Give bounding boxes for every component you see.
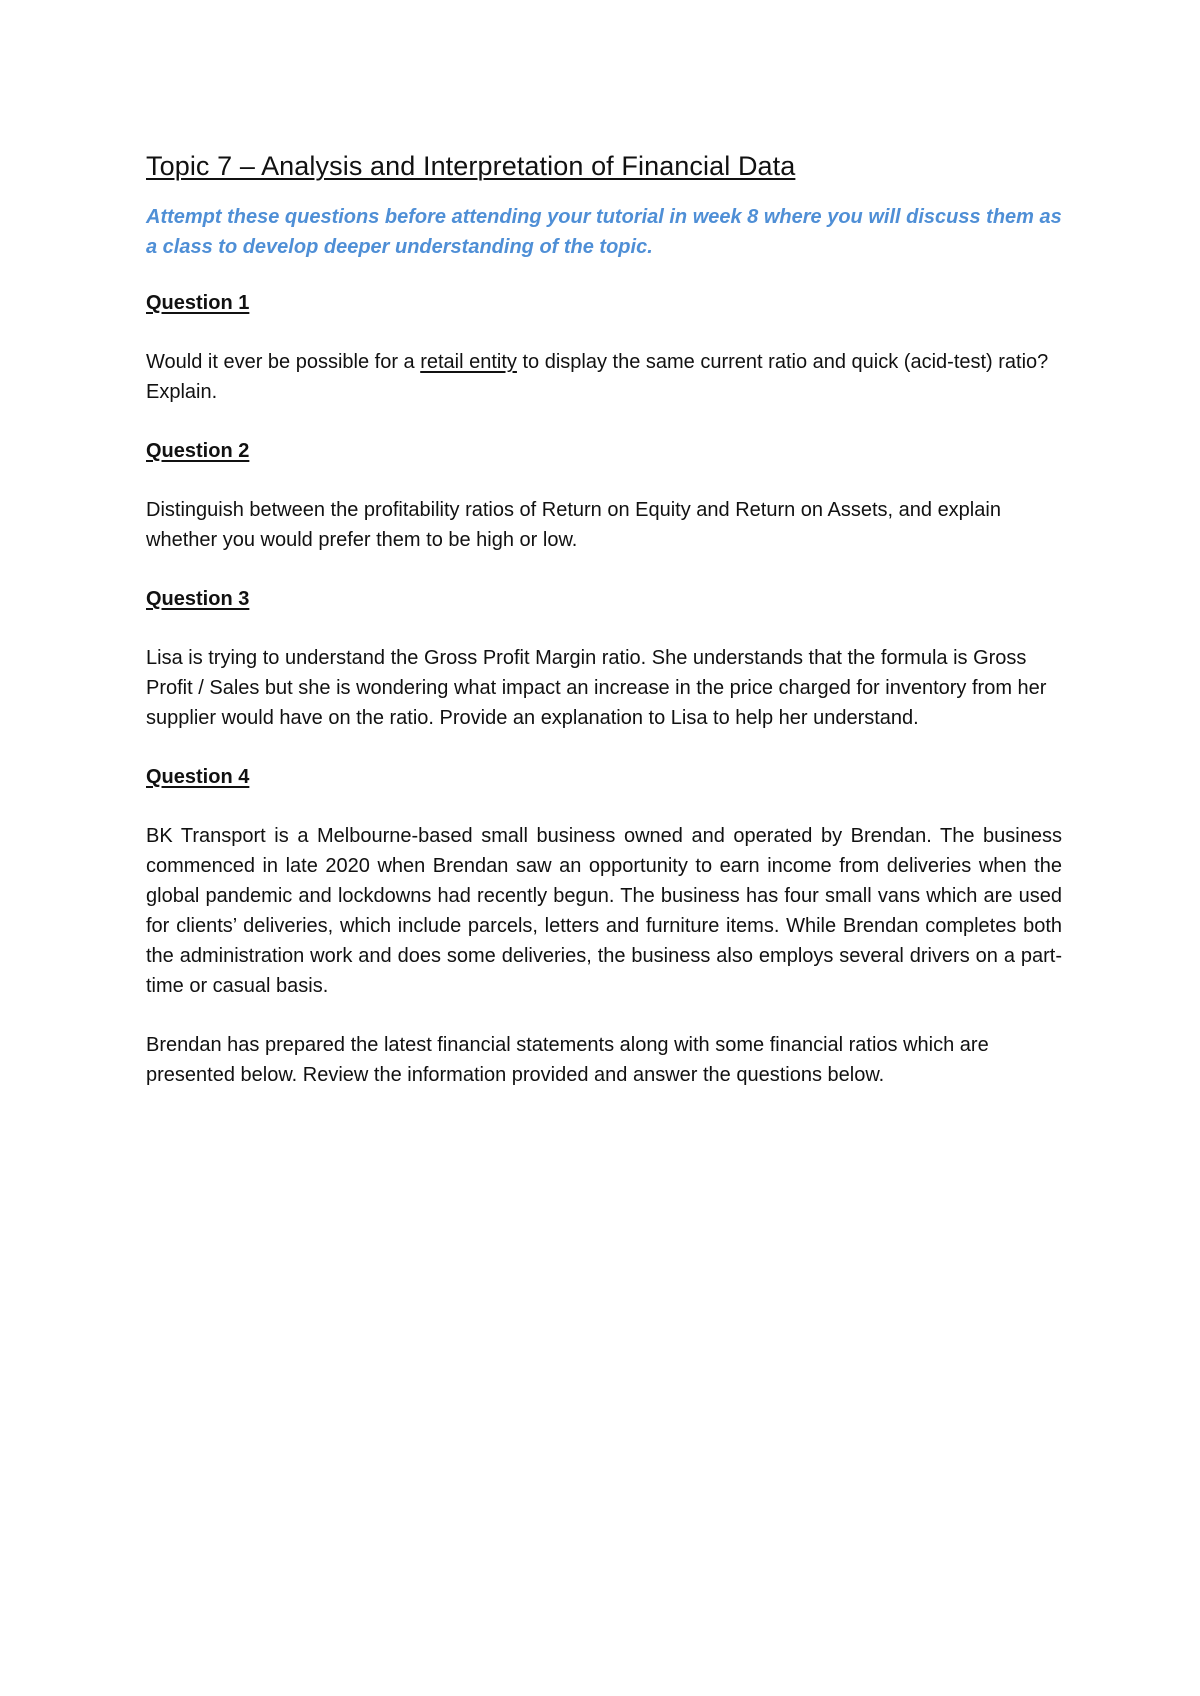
question-1-text <box>146 347 1062 407</box>
document-page <box>146 148 1062 1090</box>
question-2-heading: Question 2 <box>146 440 250 462</box>
question-1-text-after: to display the same current ratio and quick (acid-test) ratio? Explain. <box>146 351 1049 403</box>
intro-instructions: Attempt these questions before attending your tutorial in week 8 where you will discuss them as a class to develop deeper understanding of the topic. <box>146 206 1062 258</box>
question-1-heading: Question 1 <box>146 292 250 314</box>
question-3-text: Lisa is trying to understand the Gross Profit Margin ratio. She understands that the formula is Gross Profit / Sales but she is wondering what impact an increase in the price charged for inventory from her supplier would have on the ratio. Provide an explanation to Lisa to help her understand. <box>146 647 1047 729</box>
question-3-heading: Question 3 <box>146 588 250 610</box>
question-4-paragraph-2: Brendan has prepared the latest financial statements along with some financial ratios which are presented below. Review the information provided and answer the questions below. <box>146 1034 989 1086</box>
question-4-paragraph-1: BK Transport is a Melbourne-based small business owned and operated by Brendan. The business commenced in late 2020 when Brendan saw an opportunity to earn income from deliveries when the global pandemic and lockdowns had recently begun. The business has four small vans which are used for clients’ deliveries, which include parcels, letters and furniture items. While Brendan completes both the administration work and does some deliveries, the business also employs several drivers on a part-time or casual basis. <box>146 825 1062 997</box>
question-4-heading: Question 4 <box>146 766 250 788</box>
question-2-text: Distinguish between the profitability ratios of Return on Equity and Return on Assets, and explain whether you would prefer them to be high or low. <box>146 499 1001 551</box>
retail-entity-term: retail entity <box>420 351 517 373</box>
question-1-text-before: Would it ever be possible for a <box>146 351 421 373</box>
page-title: Topic 7 – Analysis and Interpretation of Financial Data <box>146 151 796 181</box>
